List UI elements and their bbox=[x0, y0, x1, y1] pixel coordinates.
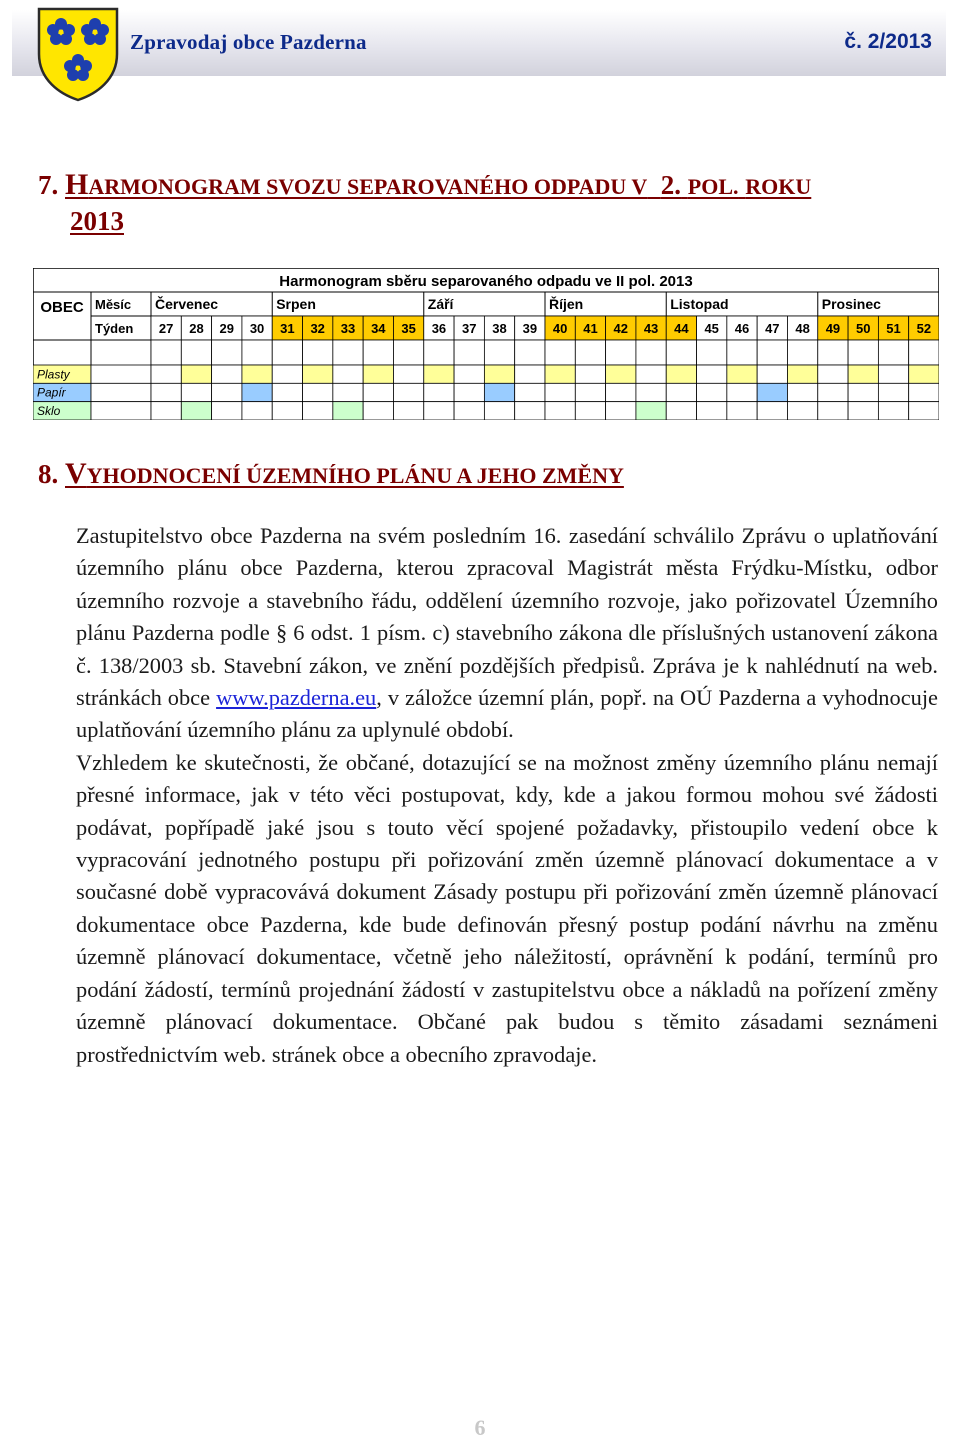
week-row-label: Týden bbox=[95, 321, 134, 336]
collection-mark bbox=[242, 365, 272, 383]
empty-cell bbox=[697, 365, 727, 383]
week-number-40: 40 bbox=[552, 321, 568, 336]
corner-label: OBEC bbox=[40, 299, 84, 316]
week-number-27: 27 bbox=[158, 321, 174, 336]
category-label-1: Papír bbox=[37, 385, 66, 400]
category-label-2: Sklo bbox=[37, 404, 61, 418]
blank-cell bbox=[666, 340, 696, 365]
paragraph-1: Zastupitelstvo obce Pazderna na svém posledním 16. zasedání schválilo Zprávu o uplatňování územního plánu obce Pazderna, kterou zpracoval Magistrát města Frýdku-Místku, odbor územního rozvoje a stavebního řádu, oddělení územního rozvoje, jako pořizovatel Územního plánu Pazderna podle § 6 odst. 1 písm. c) stavebního zákona dle příslušných ustanovení zákona č. 138/2003 sb. Stavební zákon, ve znění pozdějších předpisů. Zpráva je k nahlédnutí na web. stránkách obce www.pazderna.eu, v záložce územní plán, popř. na OÚ Pazderna a vyhodnocuje uplatňování územního plánu za uplynulé období. bbox=[76, 523, 938, 743]
empty-cell bbox=[212, 365, 242, 383]
empty-cell bbox=[272, 383, 302, 401]
section-8-title: VYHODNOCENÍ ÚZEMNÍHO PLÁNU A JEHO ZMĚNY bbox=[65, 457, 624, 490]
coat-of-arms-icon bbox=[36, 6, 120, 102]
empty-cell bbox=[606, 383, 636, 401]
week-number-43: 43 bbox=[643, 321, 659, 336]
paragraph-2: Vzhledem ke skutečnosti, že občané, dotazující se na možnost změny územního plánu nemají přesné informace, jak v této věci postupovat, kdy, kde a jakou formou mohou své žádosti podávat, popřípadě jaké jsou s touto věcí spojené požadavky, přistoupilo vedení obce k vypracování jednotného postupu při pořizování změn územně plánovací dokumentace a v současné době vypracovává dokument Zásady postupu při pořizování změn územně plánovací dokumentace obce Pazderna, kde bude definován přesný postup podání návrhu na změnu územně plánovací dokumentace, včetně jeho náležitostí, oprávnění k podání, termínů pro podání žádostí, termínů projednání žádostí v zastupitelstvu obce a nákladů na pořízení změny územně plánovací dokumentace. Občané pak budou s těmito zásadami seznámeni prostřednictvím web. stránek obce a obecního zpravodaje. bbox=[76, 749, 938, 1067]
section-8-heading bbox=[38, 457, 624, 493]
empty-cell bbox=[333, 383, 363, 401]
blank-cell bbox=[454, 340, 484, 365]
collection-mark bbox=[484, 383, 514, 401]
empty-cell bbox=[454, 365, 484, 383]
blank-cell bbox=[636, 340, 666, 365]
blank-cell bbox=[212, 340, 242, 365]
empty-cell bbox=[424, 383, 454, 401]
empty-cell bbox=[636, 383, 666, 401]
section-7-year: 2013 bbox=[70, 206, 124, 236]
empty-cell bbox=[757, 365, 787, 383]
week-number-30: 30 bbox=[249, 321, 265, 336]
empty-cell bbox=[454, 383, 484, 401]
empty-cell bbox=[272, 402, 302, 420]
blank-cell bbox=[545, 340, 575, 365]
week-number-28: 28 bbox=[189, 321, 204, 336]
empty-cell bbox=[424, 402, 454, 420]
week-number-42: 42 bbox=[613, 321, 629, 336]
newsletter-title: Zpravodaj obce Pazderna bbox=[130, 30, 367, 54]
empty-cell bbox=[303, 402, 333, 420]
empty-cell bbox=[878, 383, 908, 401]
empty-cell bbox=[212, 383, 242, 401]
empty-cell bbox=[363, 383, 393, 401]
empty-cell bbox=[666, 402, 696, 420]
month-label-2: Září bbox=[427, 296, 454, 312]
collection-mark bbox=[909, 365, 939, 383]
empty-cell bbox=[878, 402, 908, 420]
week-number-33: 33 bbox=[340, 321, 356, 336]
blank-cell bbox=[606, 340, 636, 365]
category-spacer-cell bbox=[91, 383, 151, 401]
week-number-44: 44 bbox=[674, 321, 689, 336]
collection-mark bbox=[424, 365, 454, 383]
empty-cell bbox=[333, 365, 363, 383]
week-number-50: 50 bbox=[855, 321, 871, 336]
week-number-29: 29 bbox=[219, 321, 235, 336]
empty-cell bbox=[303, 383, 333, 401]
empty-cell bbox=[697, 402, 727, 420]
empty-cell bbox=[151, 365, 181, 383]
empty-cell bbox=[515, 383, 545, 401]
collection-mark bbox=[181, 365, 211, 383]
blank-cell bbox=[757, 340, 787, 365]
month-label-3: Říjen bbox=[549, 296, 584, 312]
empty-cell bbox=[454, 402, 484, 420]
collection-mark bbox=[333, 402, 363, 420]
collection-mark bbox=[545, 365, 575, 383]
empty-cell bbox=[909, 383, 939, 401]
empty-cell bbox=[545, 402, 575, 420]
empty-cell bbox=[515, 402, 545, 420]
collection-mark bbox=[484, 365, 514, 383]
blank-cell bbox=[181, 340, 211, 365]
empty-cell bbox=[909, 402, 939, 420]
empty-cell bbox=[636, 365, 666, 383]
month-label-1: Srpen bbox=[276, 296, 316, 312]
empty-cell bbox=[787, 383, 817, 401]
week-number-35: 35 bbox=[401, 321, 416, 336]
week-number-37: 37 bbox=[461, 321, 477, 336]
schedule-title: Harmonogram sběru separovaného odpadu ve II pol. 2013 bbox=[279, 273, 693, 290]
week-number-32: 32 bbox=[310, 321, 325, 336]
empty-cell bbox=[818, 365, 848, 383]
empty-cell bbox=[151, 402, 181, 420]
blank-cell bbox=[151, 340, 181, 365]
empty-cell bbox=[818, 402, 848, 420]
section-7-number: 7. bbox=[38, 170, 59, 200]
week-number-52: 52 bbox=[916, 321, 932, 336]
month-label-4: Listopad bbox=[670, 296, 729, 312]
issue-number: č. 2/2013 bbox=[844, 30, 932, 53]
week-number-36: 36 bbox=[431, 321, 447, 336]
empty-cell bbox=[575, 365, 605, 383]
week-number-51: 51 bbox=[886, 321, 901, 336]
website-link[interactable]: www.pazderna.eu bbox=[216, 685, 377, 711]
blank-cell bbox=[787, 340, 817, 365]
empty-cell bbox=[727, 383, 757, 401]
collection-mark bbox=[787, 365, 817, 383]
blank-cell bbox=[393, 340, 423, 365]
blank-cell bbox=[575, 340, 605, 365]
blank-cell bbox=[333, 340, 363, 365]
empty-cell bbox=[787, 402, 817, 420]
collection-mark bbox=[363, 365, 393, 383]
empty-cell bbox=[818, 383, 848, 401]
category-label-0: Plasty bbox=[37, 367, 70, 382]
empty-cell bbox=[666, 383, 696, 401]
empty-cell bbox=[151, 383, 181, 401]
blank-cell bbox=[424, 340, 454, 365]
blank-cell bbox=[818, 340, 848, 365]
empty-cell bbox=[393, 383, 423, 401]
collection-mark bbox=[606, 365, 636, 383]
week-number-34: 34 bbox=[371, 321, 386, 336]
blank-cell bbox=[515, 340, 545, 365]
blank-cell bbox=[272, 340, 302, 365]
week-number-48: 48 bbox=[795, 321, 810, 336]
week-number-41: 41 bbox=[583, 321, 598, 336]
empty-cell bbox=[484, 402, 514, 420]
page-number: 6 bbox=[474, 1415, 486, 1440]
blank-cell bbox=[878, 340, 908, 365]
week-number-47: 47 bbox=[765, 321, 780, 336]
collection-mark bbox=[242, 383, 272, 401]
empty-cell bbox=[575, 402, 605, 420]
empty-cell bbox=[181, 383, 211, 401]
empty-cell bbox=[393, 402, 423, 420]
blank-cell bbox=[848, 340, 878, 365]
week-number-39: 39 bbox=[522, 321, 538, 336]
collection-mark bbox=[848, 365, 878, 383]
article-body bbox=[76, 520, 938, 1071]
month-label-5: Prosinec bbox=[821, 296, 881, 312]
blank-cell bbox=[242, 340, 272, 365]
empty-cell bbox=[242, 402, 272, 420]
blank-cell bbox=[363, 340, 393, 365]
section-8-number: 8. bbox=[38, 459, 59, 489]
week-number-38: 38 bbox=[492, 321, 507, 336]
empty-cell bbox=[697, 383, 727, 401]
category-spacer-cell bbox=[91, 402, 151, 420]
collection-mark bbox=[181, 402, 211, 420]
section-7-heading bbox=[38, 168, 938, 238]
week-number-49: 49 bbox=[825, 321, 841, 336]
category-spacer-cell bbox=[91, 365, 151, 383]
empty-cell bbox=[575, 383, 605, 401]
empty-cell bbox=[545, 383, 575, 401]
week-number-46: 46 bbox=[734, 321, 750, 336]
blank-cell bbox=[697, 340, 727, 365]
empty-cell bbox=[848, 402, 878, 420]
month-row-label: Měsíc bbox=[95, 297, 132, 312]
blank-cell bbox=[909, 340, 939, 365]
collection-mark bbox=[636, 402, 666, 420]
empty-cell bbox=[363, 402, 393, 420]
section-7-title: HARMONOGRAM SVOZU SEPAROVANÉHO ODPADU V 2. POL. ROKU bbox=[65, 168, 812, 201]
blank-cell bbox=[727, 340, 757, 365]
month-label-0: Červenec bbox=[155, 296, 219, 312]
empty-cell bbox=[878, 365, 908, 383]
week-number-45: 45 bbox=[704, 321, 719, 336]
collection-mark bbox=[666, 365, 696, 383]
empty-cell bbox=[393, 365, 423, 383]
collection-mark bbox=[727, 365, 757, 383]
waste-collection-schedule-table bbox=[33, 268, 939, 420]
empty-cell bbox=[606, 402, 636, 420]
week-number-31: 31 bbox=[280, 321, 295, 336]
empty-cell bbox=[848, 383, 878, 401]
empty-cell bbox=[515, 365, 545, 383]
empty-cell bbox=[757, 402, 787, 420]
collection-mark bbox=[303, 365, 333, 383]
empty-cell bbox=[272, 365, 302, 383]
empty-cell bbox=[727, 402, 757, 420]
blank-cell bbox=[484, 340, 514, 365]
empty-cell bbox=[212, 402, 242, 420]
blank-cell bbox=[303, 340, 333, 365]
collection-mark bbox=[757, 383, 787, 401]
